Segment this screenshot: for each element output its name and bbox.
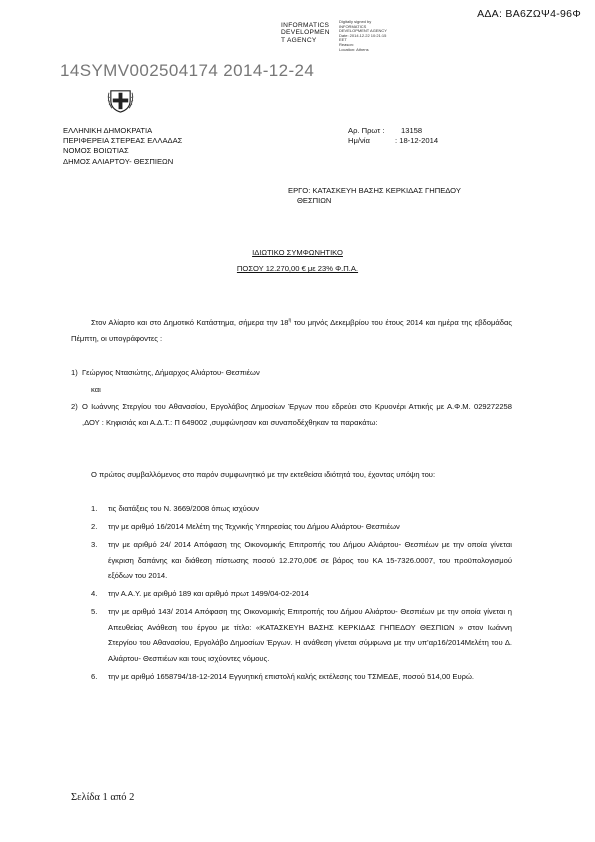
header-line: ΔΗΜΟΣ ΑΛΙΑΡΤΟΥ- ΘΕΣΠΙΕΩΝ <box>63 156 174 166</box>
item-text: την Α.Α.Υ. με αριθμό 189 και αριθμό πρωτ 1499/04-02-2014 <box>108 589 309 598</box>
item-number: 4. <box>91 589 98 598</box>
intro-text: Στον Αλίαρτο και στο Δημοτικό Κατάστημα, σήμερα την 18 <box>91 318 289 327</box>
signature-detail: EET <box>339 37 347 43</box>
party-text: Ο Ιωάννης Στεργίου του Αθανασίου, Εργολάβος Δημοσίων Έργων που εδρεύει στο Κρυονέρι Αττικής με Α.Φ.Μ. 029272258 ,ΔΟΥ : Κηφισιάς και Α.Δ.Τ.: Π 649002 ,συμφώνησαν και συναποδέχθηκαν τα παρακάτω: <box>82 402 512 427</box>
party-connector <box>71 382 512 398</box>
ordinal-superscript: η <box>288 317 292 324</box>
digital-signature-name <box>281 22 330 44</box>
item-text: την με αριθμό 16/2014 Μελέτη της Τεχνικής Υπηρεσίας του Δήμου Αλιάρτου- Θεσπιέων <box>108 522 400 531</box>
party-number: 2) <box>71 402 78 411</box>
party-text: και <box>91 384 101 394</box>
party-2 <box>71 399 512 430</box>
protocol-block <box>348 126 439 146</box>
contract-amount: ΠΟΣΟΥ 12.270,00 € με 23% Φ.Π.Α. <box>236 264 359 273</box>
party-text: Γεώργιος Ντασιώτης, Δήμαρχος Αλιάρτου- Θεσπιέων <box>82 368 260 377</box>
signature-line: DEVELOPMEN <box>281 29 330 37</box>
list-item <box>71 501 512 517</box>
signature-detail: Date: 2014.12.22 10:21:15 <box>339 32 387 38</box>
header-line: ΠΕΡΙΦΕΡΕΙΑ ΣΤΕΡΕΑΣ ΕΛΛΑΔΑΣ <box>63 136 183 146</box>
item-number: 5. <box>91 607 98 616</box>
considerations-list <box>71 501 512 687</box>
signature-detail: Location: Athens <box>339 46 369 52</box>
protocol-label: Αρ. Πρωτ : <box>348 126 385 135</box>
list-item <box>71 604 512 666</box>
list-item <box>71 586 512 602</box>
ada-code: ΑΔΑ: ΒΑ6ΖΩΨ4-96Φ <box>477 8 581 20</box>
project-line: ΕΡΓΟ: ΚΑΤΑΣΚΕΥΗ ΒΑΣΗΣ ΚΕΡΚΙΔΑΣ ΓΗΠΕΔΟΥ <box>288 186 461 195</box>
signature-detail: Reason: <box>339 41 354 47</box>
item-number: 6. <box>91 671 98 681</box>
greek-coat-of-arms-icon <box>106 85 135 114</box>
signature-detail: Digitally signed by <box>339 19 372 24</box>
project-title <box>288 186 461 207</box>
item-text: την με αριθμό 24/ 2014 Απόφαση της Οικονομικής Επιτροπής του Δήμου Αλιάρτου- Θεσπιέων με την οποία γίνεται έγκριση δαπάνης και διάθεση πίστωσης ποσού 12.270,00€ σε βάρος του ΚΑ 15-7326.0007, του προϋπολογισμού εξόδων του 2014. <box>108 540 512 580</box>
signature-detail: INFORMATICS <box>339 23 367 29</box>
parties-list <box>71 365 512 430</box>
registry-stamp: 14SYMV002504174 2014-12-24 <box>60 61 315 80</box>
protocol-number: 13158 <box>401 126 423 135</box>
list-item <box>71 669 512 685</box>
digital-signature-details <box>339 20 387 52</box>
item-number: 1. <box>91 504 98 513</box>
considering-paragraph: Ο πρώτος συμβαλλόμενος στο παρόν συμφωνητικό με την εκτεθείσα ιδιότητά του, έχοντας υπόψη του: <box>91 470 436 479</box>
signature-detail: DEVELOPMENT AGENCY <box>339 28 387 34</box>
signature-line: T AGENCY <box>281 36 317 44</box>
party-1 <box>71 365 512 381</box>
signature-line: INFORMATICS <box>281 22 330 29</box>
intro-text: του μηνός Δεκεμβρίου του έτους 2014 και ημέρα της εβδομάδας Πέμπτη, οι υπογράφοντες : <box>71 318 512 343</box>
intro-paragraph <box>71 315 512 346</box>
page-number: Σελίδα 1 από 2 <box>71 792 135 803</box>
party-number: 1) <box>71 368 78 377</box>
list-item <box>71 537 512 584</box>
header-line: ΝΟΜΟΣ ΒΟΙΩΤΙΑΣ <box>63 146 129 156</box>
document-date: : 18-12-2014 <box>395 136 439 146</box>
contract-title: ΙΔΙΩΤΙΚΟ ΣΥΜΦΩΝΗΤΙΚΟ <box>252 248 343 257</box>
item-number: 3. <box>91 540 98 549</box>
item-text: την με αριθμό 1658794/18-12-2014 Εγγυητική επιστολή καλής εκτέλεσης του ΤΣΜΕΔΕ, ποσού 514,00 Ευρώ. <box>108 671 474 681</box>
item-number: 2. <box>91 522 98 531</box>
issuer-header <box>63 126 182 167</box>
item-text: τις διατάξεις του Ν. 3669/2008 όπως ισχύουν <box>108 504 260 513</box>
project-line: ΘΕΣΠΙΩΝ <box>297 196 332 206</box>
list-item <box>71 519 512 535</box>
date-label: Ημ/νία <box>348 136 370 146</box>
item-text: την με αριθμό 143/ 2014 Απόφαση της Οικονομικής Επιτροπής του Δήμου Αλιάρτου- Θεσπιέων με την οποία γίνεται η Απευθείας Ανάθεση του έργου με τίτλο: «ΚΑΤΑΣΚΕΥΗ ΒΑΣΗΣ ΚΕΡΚΙΔΑΣ ΓΗΠΕΔΟΥ ΘΕΣΠΙΩΝ » στον Ιωάννη Στεργίου του Αθανασίου, Εργολάβο Δημοσίων Έργων. Η ανάθεση γίνεται σύμφωνα με την υπ'αρ16/2014Μελέτη του Δ. Αλιάρτου- Θεσπιέων και τους ισχύοντες νόμους. <box>108 607 512 663</box>
header-line: ΕΛΛΗΝΙΚΗ ΔΗΜΟΚΡΑΤΙΑ <box>63 126 153 135</box>
